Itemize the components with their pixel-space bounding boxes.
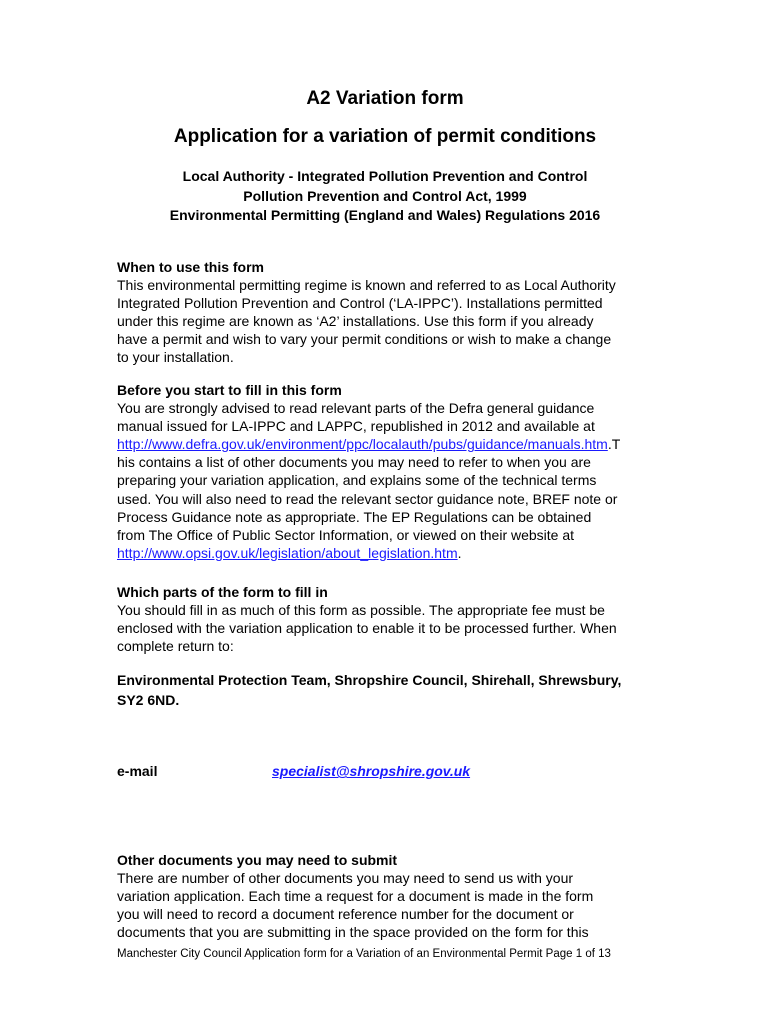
link-suffix: . [457,544,462,561]
paragraph-line: This environmental permitting regime is known and referred to as Local Authority [117,277,616,294]
section-heading: Before you start to fill in this form [117,382,342,398]
paragraph-line: manual issued for LA-IPPC and LAPPC, republished in 2012 and available at [117,418,595,435]
paragraph-line: enclosed with the variation application to enable it to be processed further. When [117,620,617,637]
paragraph-line: his contains a list of other documents you may need to refer to when you are [117,454,591,471]
paragraph-line: You should fill in as much of this form as possible. The appropriate fee must be [117,602,605,619]
return-address [117,670,621,710]
address-line: Environmental Protection Team, Shropshire Council, Shirehall, Shrewsbury, [117,672,622,688]
section-when-to-use [117,258,677,367]
regulations-line: Environmental Permitting (England and Wales) Regulations 2016 [169,207,601,223]
page-footer: Manchester City Council Application form for a Variation of an Environmental Permit Page 1 of 13 [117,948,611,960]
paragraph-line: documents that you are submitting in the space provided on the form for this [117,924,589,941]
email-link[interactable]: specialist@shropshire.gov.uk [272,763,471,779]
link-suffix: .T [607,436,621,453]
section-other-documents [117,851,677,941]
paragraph-line: variation application. Each time a request for a document is made in the form [117,888,594,905]
paragraph-line: have a permit and wish to vary your permit conditions or wish to make a change [117,331,612,348]
act-line: Pollution Prevention and Control Act, 1999 [243,188,527,204]
email-label: e-mail [117,763,158,779]
paragraph-line: from The Office of Public Sector Information, or viewed on their website at [117,526,575,543]
paragraph-line: Integrated Pollution Prevention and Control (‘LA-IPPC’). Installations permitted [117,295,603,312]
paragraph-line [117,544,677,562]
opsi-legislation-link[interactable]: http://www.opsi.gov.uk/legislation/about_legislation.htm [117,544,458,561]
paragraph-line: You are strongly advised to read relevant parts of the Defra general guidance [117,400,595,417]
paragraph-line: used. You will also need to read the relevant sector guidance note, BREF note or [117,490,618,507]
address-line: SY2 6ND. [117,692,180,708]
paragraph-line: There are number of other documents you may need to send us with your [117,870,574,887]
paragraph-line: preparing your variation application, and explains some of the technical terms [117,472,597,489]
section-heading: When to use this form [117,259,264,275]
paragraph-line: Process Guidance note as appropriate. The EP Regulations can be obtained [117,508,592,525]
paragraph-line: to your installation. [117,349,234,366]
paragraph-line [117,435,677,453]
authority-line: Local Authority - Integrated Pollution Prevention and Control [182,168,588,184]
section-before-you-start [117,381,677,562]
section-heading: Other documents you may need to submit [117,852,398,868]
section-which-parts [117,583,677,655]
paragraph-line: complete return to: [117,638,234,655]
form-subtitle: Application for a variation of permit conditions [173,126,597,147]
paragraph-line: you will need to record a document reference number for the document or [117,906,574,923]
paragraph-line: under this regime are known as ‘A2’ installations. Use this form if you already [117,313,594,330]
defra-guidance-link[interactable]: http://www.defra.gov.uk/environment/ppc/localauth/pubs/guidance/manuals.htm [117,436,608,453]
section-heading: Which parts of the form to fill in [117,584,328,600]
form-title: A2 Variation form [306,88,464,109]
